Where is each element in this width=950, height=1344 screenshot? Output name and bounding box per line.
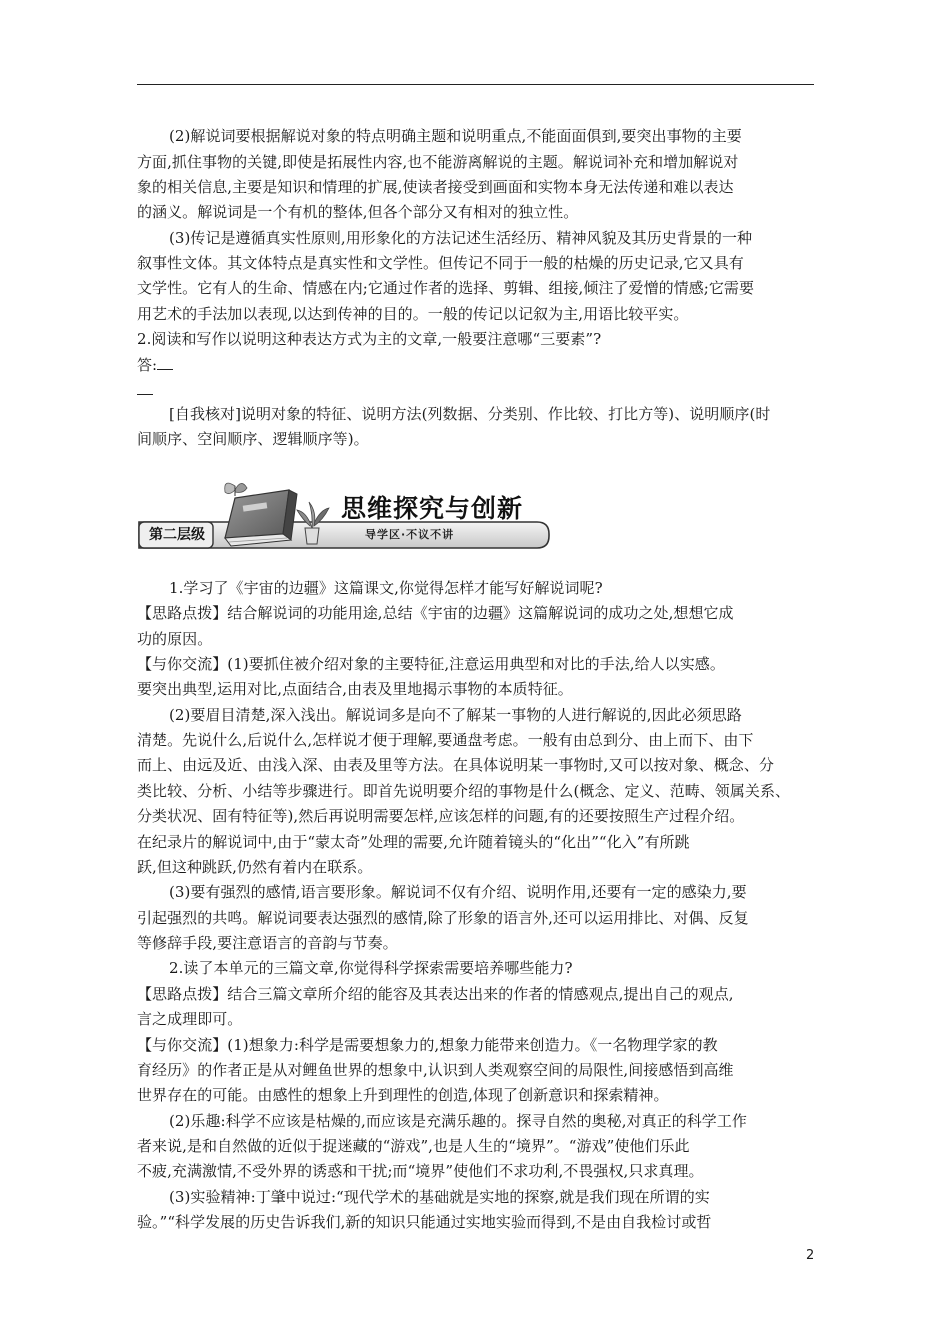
- text-line: 叙事性文体。其文体特点是真实性和文学性。但传记不同于一般的枯燥的历史记录,它又具有: [137, 254, 744, 272]
- text-line: 验。”“科学发展的历史告诉我们,新的知识只能通过实地实验而得到,不是由自我检讨或哲: [137, 1213, 712, 1231]
- text-line: (3)传记是遵循真实性原则,用形象化的方法记述生活经历、精神风貌及其历史背景的一种: [169, 229, 753, 247]
- text-line: 间顺序、空间顺序、逻辑顺序等)。: [137, 430, 369, 448]
- answer-line: [137, 355, 173, 375]
- top-rule: [137, 84, 814, 85]
- text-line: 等修辞手段,要注意语言的音韵与节奏。: [137, 934, 398, 952]
- question-line: 1.学习了《宇宙的边疆》这篇课文,你觉得怎样才能写好解说词呢?: [169, 579, 603, 597]
- text-line: 分类状况、固有特征等),然后再说明需要怎样,应该怎样的问题,有的还要按照生产过程介绍。: [137, 807, 745, 825]
- section-subtitle: 导学区·不议不讲: [365, 528, 455, 541]
- question-line: 2.读了本单元的三篇文章,你觉得科学探索需要培养哪些能力?: [169, 959, 573, 977]
- text-line: 者来说,是和自然做的近似于捉迷藏的“游戏”,也是人生的“境界”。“游戏”使他们乐此: [137, 1137, 690, 1155]
- book-icon: [225, 490, 297, 546]
- text-line: 引起强烈的共鸣。解说词要表达强烈的感情,除了形象的语言外,还可以运用排比、对偶、反复: [137, 909, 749, 927]
- text-line: 的涵义。解说词是一个有机的整体,但各个部分又有相对的独立性。: [137, 203, 579, 221]
- question-line: 2.阅读和写作以说明这种表达方式为主的文章,一般要注意哪“三要素”?: [137, 330, 602, 348]
- answer-blank-2: [137, 380, 153, 400]
- text-line: 不疲,充满激情,不受外界的诱惑和干扰;而“境界”使他们不求功利,不畏强权,只求真理。: [137, 1162, 704, 1180]
- section-title: 思维探究与创新: [341, 494, 524, 523]
- answer-blank: [157, 357, 173, 370]
- answer-label: 答:: [137, 356, 158, 374]
- text-line: (3)要有强烈的感情,语言要形象。解说词不仅有介绍、说明作用,还要有一定的感染力,要: [169, 883, 747, 901]
- text-line: 言之成理即可。: [137, 1010, 243, 1028]
- text-line: [自我核对]说明对象的特征、说明方法(列数据、分类别、作比较、打比方等)、说明顺序(时: [169, 405, 771, 423]
- text-line: 【思路点拨】结合解说词的功能用途,总结《宇宙的边疆》这篇解说词的成功之处,想想它成: [137, 604, 734, 622]
- text-line: (2)乐趣:科学不应该是枯燥的,而应该是充满乐趣的。探寻自然的奥秘,对真正的科学工作: [169, 1112, 747, 1130]
- text-line: 【思路点拨】结合三篇文章所介绍的能容及其表达出来的作者的情感观点,提出自己的观点,: [137, 985, 734, 1003]
- butterfly-icon: [225, 483, 247, 496]
- text-line: 类比较、分析、小结等步骤进行。即首先说明要介绍的事物是什么(概念、定义、范畴、领属关系、: [137, 782, 791, 800]
- text-line: 【与你交流】(1)想象力:科学是需要想象力的,想象力能带来创造力。《一名物理学家的教: [137, 1036, 718, 1054]
- section-banner: [137, 480, 551, 558]
- text-line: 而上、由远及近、由浅入深、由表及里等方法。在具体说明某一事物时,又可以按对象、概念、分: [137, 756, 774, 774]
- text-line: 跃,但这种跳跃,仍然有着内在联系。: [137, 858, 373, 876]
- text-line: 育经历》的作者正是从对鲤鱼世界的想象中,认识到人类观察空间的局限性,间接感悟到高维: [137, 1061, 734, 1079]
- text-line: (2)要眉目清楚,深入浅出。解说词多是向不了解某一事物的人进行解说的,因此必须思路: [169, 706, 742, 724]
- text-line: 方面,抓住事物的关键,即使是拓展性内容,也不能游离解说的主题。解说词补充和增加解说对: [137, 153, 739, 171]
- text-line: (2)解说词要根据解说对象的特点明确主题和说明重点,不能面面俱到,要突出事物的主要: [169, 127, 742, 145]
- text-line: (3)实验精神:丁肇中说过:“现代学术的基础就是实地的探察,就是我们现在所谓的实: [169, 1188, 710, 1206]
- answer-blank: [137, 382, 153, 395]
- page-number: 2: [806, 1248, 815, 1263]
- text-line: 【与你交流】(1)要抓住被介绍对象的主要特征,注意运用典型和对比的手法,给人以实感。: [137, 655, 725, 673]
- text-line: 用艺术的手法加以表现,以达到传神的目的。一般的传记以记叙为主,用语比较平实。: [137, 305, 689, 323]
- text-line: 世界存在的可能。由感性的想象上升到理性的创造,体现了创新意识和探索精神。: [137, 1086, 669, 1104]
- text-line: 功的原因。: [137, 630, 213, 648]
- level-label: 第二层级: [149, 527, 205, 543]
- text-line: 在纪录片的解说词中,由于“蒙太奇”处理的需要,允许随着镜头的“化出”“化入”有所跳: [137, 833, 690, 851]
- text-line: 象的相关信息,主要是知识和情理的扩展,使读者接受到画面和实物本身无法传递和难以表达: [137, 178, 734, 196]
- text-line: 清楚。先说什么,后说什么,怎样说才便于理解,要通盘考虑。一般有由总到分、由上而下、由下: [137, 731, 754, 749]
- text-line: 文学性。它有人的生命、情感在内;它通过作者的选择、剪辑、组接,倾注了爱憎的情感;它需要: [137, 279, 755, 297]
- text-line: 要突出典型,运用对比,点面结合,由表及里地揭示事物的本质特征。: [137, 680, 573, 698]
